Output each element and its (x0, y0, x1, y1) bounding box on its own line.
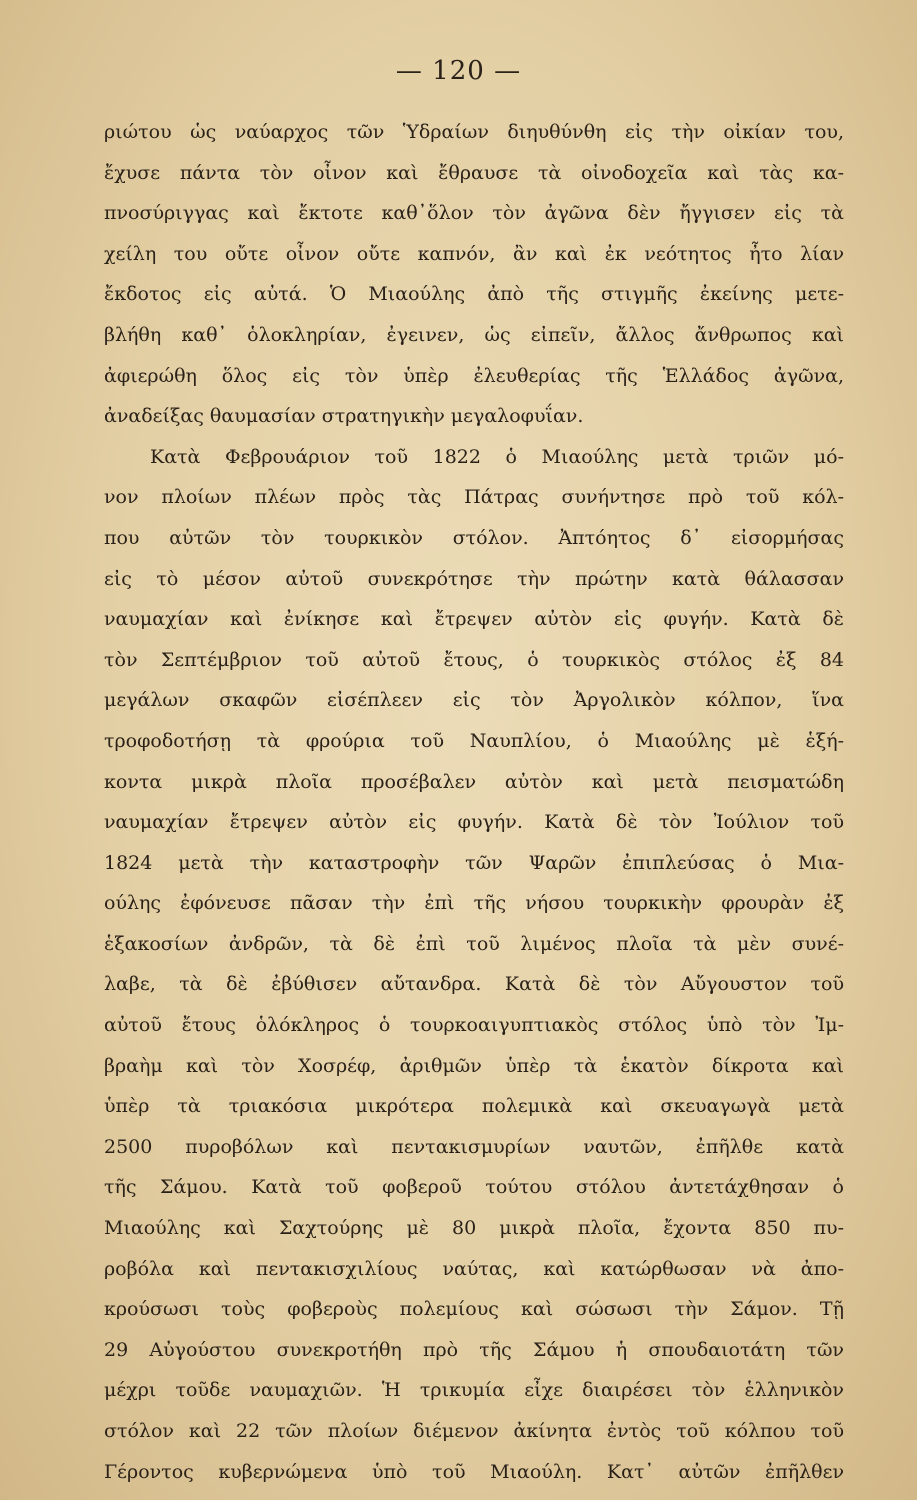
text-line: Μιαούλης καὶ Σαχτούρης μὲ 80 μικρὰ πλοῖα, ἔχοντα 850 πυ- (104, 1217, 844, 1240)
text-line: ἀφιερώθη ὅλος εἰς τὸν ὑπὲρ ἐλευθερίας τῆς Ἑλλάδος ἀγῶνα, (104, 364, 844, 387)
text-line: ἑξακοσίων ἀνδρῶν, τὰ δὲ ἐπὶ τοῦ λιμένος πλοῖα τὰ μὲν συνέ- (104, 932, 844, 955)
text-line: κοντα μικρὰ πλοῖα προσέβαλεν αὐτὸν καὶ μετὰ πεισματώδη (104, 770, 844, 793)
text-line: ναυμαχίαν καὶ ἐνίκησε καὶ ἔτρεψεν αὐτὸν εἰς φυγήν. Κατὰ δὲ (104, 608, 844, 631)
text-line: πνοσύριγγας καὶ ἔκτοτε καθ᾽ὅλον τὸν ἀγῶνα δὲν ἤγγισεν εἰς τὰ (104, 202, 844, 225)
text-line: μεγάλων σκαφῶν εἰσέπλεεν εἰς τὸν Ἀργολικὸν κόλπον, ἵνα (104, 689, 844, 712)
text-line: ὑπὲρ τὰ τριακόσια μικρότερα πολεμικὰ καὶ σκευαγωγὰ μετὰ (104, 1095, 844, 1118)
text-line: βλήθη καθ᾽ ὁλοκληρίαν, ἐγεινεν, ὡς εἰπεῖν, ἄλλος ἄνθρωπος καὶ (104, 323, 844, 346)
text-line: ροβόλα καὶ πεντακισχιλίους ναύτας, καὶ κατώρθωσαν νὰ ἀπο- (104, 1257, 844, 1280)
text-line: αὐτοῦ ἔτους ὁλόκληρος ὁ τουρκοαιγυπτιακὸς στόλος ὑπὸ τὸν Ἰμ- (104, 1014, 844, 1037)
text-line: Γέροντος κυβερνώμενα ὑπὸ τοῦ Μιαούλη. Κατ᾽ αὐτῶν ἐπῆλθεν (104, 1460, 844, 1483)
text-line: βραὴμ καὶ τὸν Χοσρέφ, ἀριθμῶν ὑπὲρ τὰ ἑκατὸν δίκροτα καὶ (104, 1054, 844, 1077)
text-line: εἰς τὸ μέσον αὐτοῦ συνεκρότησε τὴν πρώτην κατὰ θάλασσαν (104, 567, 844, 590)
text-line: ριώτου ὡς ναύαρχος τῶν Ὑδραίων διηυθύνθη εἰς τὴν οἰκίαν του, (104, 121, 844, 143)
body-text (104, 112, 844, 1492)
text-line: ἔκδοτος εἰς αὐτά. Ὁ Μιαούλης ἀπὸ τῆς στιγμῆς ἐκείνης μετε- (104, 283, 844, 306)
text-line: 1824 μετὰ τὴν καταστροφὴν τῶν Ψαρῶν ἐπιπλεύσας ὁ Μια- (104, 851, 844, 874)
text-line: ναυμαχίαν ἔτρεψεν αὐτὸν εἰς φυγήν. Κατὰ δὲ τὸν Ἰούλιον τοῦ (104, 811, 844, 834)
paragraph-start-line: Κατὰ Φεβρουάριον τοῦ 1822 ὁ Μιαούλης μετὰ τριῶν μό- (150, 445, 844, 468)
text-line: μέχρι τοῦδε ναυμαχιῶν. Ἡ τρικυμία εἶχε διαιρέσει τὸν ἑλληνικὸν (104, 1379, 844, 1402)
paragraph-end-line: ἀναδείξας θαυμασίαν στρατηγικὴν μεγαλοφυΐαν. (104, 405, 584, 428)
text-line: που αὐτῶν τὸν τουρκικὸν στόλον. Ἀπτόητος δ᾽ εἰσορμήσας (104, 526, 844, 549)
text-line: τροφοδοτήσῃ τὰ φρούρια τοῦ Ναυπλίου, ὁ Μιαούλης μὲ ἑξή- (104, 729, 844, 752)
text-line: στόλον καὶ 22 τῶν πλοίων διέμενον ἀκίνητα ἐντὸς τοῦ κόλπου τοῦ (104, 1420, 844, 1442)
text-line: λαβε, τὰ δὲ ἐβύθισεν αὔτανδρα. Κατὰ δὲ τὸν Αὔγουστον τοῦ (104, 973, 844, 996)
text-line: νον πλοίων πλέων πρὸς τὰς Πάτρας συνήντησε πρὸ τοῦ κόλ- (104, 486, 844, 509)
text-line: 2500 πυροβόλων καὶ πεντακισμυρίων ναυτῶν, ἐπῆλθε κατὰ (104, 1135, 844, 1158)
text-line: χείλη του οὔτε οἶνον οὔτε καπνόν, ἂν καὶ ἐκ νεότητος ἦτο λίαν (104, 242, 844, 265)
text-line: ούλης ἐφόνευσε πᾶσαν τὴν ἐπὶ τῆς νήσου τουρκικὴν φρουρὰν ἐξ (104, 892, 844, 915)
text-line: τῆς Σάμου. Κατὰ τοῦ φοβεροῦ τούτου στόλου ἀντετάχθησαν ὁ (104, 1176, 844, 1199)
text-line: τὸν Σεπτέμβριον τοῦ αὐτοῦ ἔτους, ὁ τουρκικὸς στόλος ἐξ 84 (104, 648, 844, 671)
text-line: 29 Αὐγούστου συνεκροτήθη πρὸ τῆς Σάμου ἡ σπουδαιοτάτη τῶν (104, 1338, 844, 1361)
text-line: κρούσωσι τοὺς φοβεροὺς πολεμίους καὶ σώσωσι τὴν Σάμον. Τῇ (104, 1298, 844, 1321)
page-number: — 120 — (395, 56, 522, 86)
text-line: ἔχυσε πάντα τὸν οἶνον καὶ ἔθραυσε τὰ οἰνοδοχεῖα καὶ τὰς κα- (104, 161, 844, 184)
